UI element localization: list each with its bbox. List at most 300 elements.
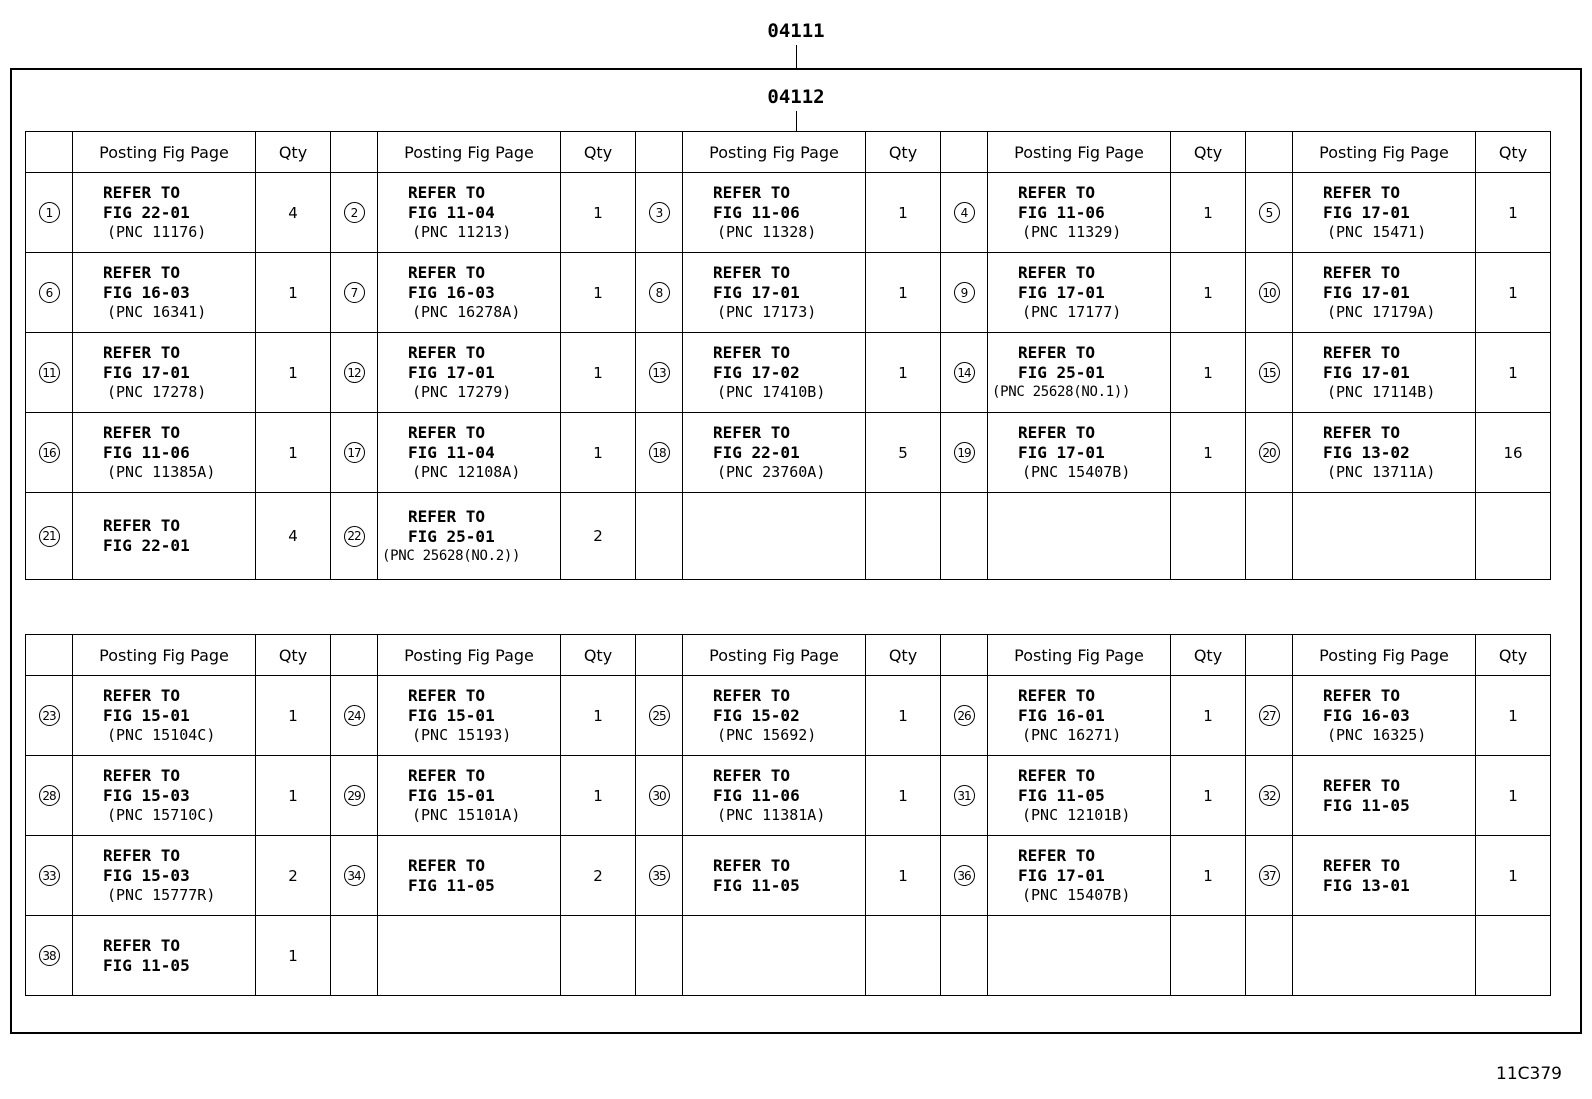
posting-fig-page-cell (988, 916, 1171, 996)
refer-to-label: REFER TO (1018, 343, 1096, 362)
item-number-cell (941, 413, 988, 493)
item-number-cell (331, 916, 378, 996)
item-number-badge: 19 (954, 442, 975, 463)
number-header-cell (26, 635, 73, 676)
table-row (26, 916, 1551, 996)
qty-cell: 1 (256, 676, 331, 756)
fig-reference: FIG 13-02 (1323, 443, 1410, 462)
item-number-badge: 37 (1259, 865, 1280, 886)
pnc-number: (PNC 15407B) (1022, 463, 1131, 481)
refer-to-label: REFER TO (408, 766, 486, 785)
qty-header: Qty (561, 132, 636, 173)
fig-reference: FIG 11-06 (1018, 203, 1105, 222)
fig-reference: FIG 17-02 (713, 363, 800, 382)
fig-reference: FIG 15-03 (103, 786, 190, 805)
refer-to-label: REFER TO (103, 423, 181, 442)
posting-fig-page-cell (1293, 493, 1476, 580)
refer-to-label: REFER TO (103, 516, 181, 535)
qty-cell (1171, 916, 1246, 996)
qty-header: Qty (1476, 635, 1551, 676)
table-row (26, 413, 1551, 493)
posting-fig-page-cell (73, 333, 256, 413)
posting-fig-page-cell (378, 333, 561, 413)
pnc-number: (PNC 15104C) (107, 726, 216, 744)
refer-to-label: REFER TO (103, 183, 181, 202)
item-number-badge: 20 (1259, 442, 1280, 463)
refer-to-label: REFER TO (1018, 686, 1096, 705)
item-number-cell (331, 836, 378, 916)
qty-cell: 1 (866, 173, 941, 253)
refer-to-label: REFER TO (1018, 846, 1096, 865)
posting-fig-page-cell (683, 756, 866, 836)
pnc-number: (PNC 13711A) (1327, 463, 1436, 481)
item-number-badge: 35 (649, 865, 670, 886)
pnc-number: (PNC 25628(NO.2)) (382, 547, 521, 564)
item-number-cell (941, 173, 988, 253)
item-number-cell (636, 676, 683, 756)
qty-cell: 1 (866, 676, 941, 756)
qty-header: Qty (1171, 635, 1246, 676)
pnc-number: (PNC 17410B) (717, 383, 826, 401)
posting-fig-page-cell (378, 916, 561, 996)
posting-fig-page-cell (73, 413, 256, 493)
refer-to-label: REFER TO (713, 183, 791, 202)
item-number-cell (331, 173, 378, 253)
posting-fig-page-cell (73, 836, 256, 916)
table-row (26, 493, 1551, 580)
posting-fig-page-cell (988, 493, 1171, 580)
posting-fig-page-header: Posting Fig Page (378, 132, 561, 173)
item-number-badge: 11 (39, 362, 60, 383)
item-number-cell (331, 493, 378, 580)
item-number-badge: 21 (39, 526, 60, 547)
pnc-number: (PNC 16271) (1022, 726, 1122, 744)
refer-to-label: REFER TO (1323, 855, 1401, 875)
posting-fig-page-cell (988, 333, 1171, 413)
qty-header: Qty (866, 635, 941, 676)
posting-fig-page-cell (73, 173, 256, 253)
fig-reference: FIG 11-05 (1018, 786, 1105, 805)
qty-header: Qty (256, 132, 331, 173)
item-number-badge: 25 (649, 705, 670, 726)
pnc-number: (PNC 15692) (717, 726, 817, 744)
qty-cell (1476, 493, 1551, 580)
pnc-number: (PNC 11176) (107, 223, 207, 241)
table-row (26, 756, 1551, 836)
fig-reference: FIG 15-02 (713, 706, 800, 725)
item-number-cell (636, 493, 683, 580)
refer-to-label: REFER TO (408, 506, 486, 526)
fig-reference: FIG 17-01 (1018, 443, 1105, 462)
fig-reference: FIG 22-01 (103, 203, 190, 222)
fig-reference: FIG 17-01 (1323, 283, 1410, 302)
fig-reference: FIG 25-01 (408, 526, 495, 546)
posting-fig-page-cell (683, 413, 866, 493)
table-row (26, 173, 1551, 253)
posting-fig-page-cell (378, 836, 561, 916)
posting-fig-page-cell (378, 493, 561, 580)
qty-cell: 1 (1171, 836, 1246, 916)
item-number-badge: 12 (344, 362, 365, 383)
pnc-number: (PNC 23760A) (717, 463, 826, 481)
posting-fig-page-cell (378, 253, 561, 333)
fig-reference: FIG 11-06 (103, 443, 190, 462)
item-number-cell (1246, 836, 1293, 916)
item-number-cell (331, 756, 378, 836)
item-number-badge: 22 (344, 526, 365, 547)
refer-to-label: REFER TO (408, 686, 486, 705)
fig-reference: FIG 11-06 (713, 786, 800, 805)
table-row (26, 676, 1551, 756)
pnc-number: (PNC 15710C) (107, 806, 216, 824)
item-number-badge: 14 (954, 362, 975, 383)
item-number-cell (1246, 493, 1293, 580)
qty-cell: 1 (1171, 676, 1246, 756)
item-number-cell (1246, 916, 1293, 996)
fig-reference: FIG 16-01 (1018, 706, 1105, 725)
pnc-number: (PNC 15193) (412, 726, 512, 744)
fig-reference: FIG 15-01 (408, 706, 495, 725)
table-row (26, 836, 1551, 916)
fig-reference: FIG 22-01 (103, 536, 190, 555)
fig-reference: FIG 16-03 (103, 283, 190, 302)
fig-reference: FIG 16-03 (408, 283, 495, 302)
qty-cell: 5 (866, 413, 941, 493)
pnc-number: (PNC 17179A) (1327, 303, 1436, 321)
posting-fig-page-cell (683, 333, 866, 413)
posting-fig-page-header: Posting Fig Page (1293, 132, 1476, 173)
refer-to-label: REFER TO (1323, 183, 1401, 202)
posting-fig-page-cell (73, 756, 256, 836)
item-number-badge: 26 (954, 705, 975, 726)
qty-cell: 1 (866, 253, 941, 333)
posting-fig-page-cell (683, 253, 866, 333)
qty-header: Qty (256, 635, 331, 676)
item-number-badge: 28 (39, 785, 60, 806)
item-number-cell (941, 836, 988, 916)
fig-reference: FIG 17-01 (1018, 866, 1105, 885)
item-number-cell (941, 916, 988, 996)
qty-cell: 1 (866, 756, 941, 836)
qty-cell: 4 (256, 493, 331, 580)
pnc-number: (PNC 12101B) (1022, 806, 1131, 824)
qty-cell: 1 (866, 836, 941, 916)
fig-reference: FIG 17-01 (713, 283, 800, 302)
number-header-cell (331, 635, 378, 676)
item-number-cell (26, 253, 73, 333)
posting-fig-page-cell (988, 756, 1171, 836)
qty-cell: 2 (561, 836, 636, 916)
refer-to-label: REFER TO (1323, 423, 1401, 442)
item-number-cell (331, 413, 378, 493)
item-number-badge: 8 (649, 282, 670, 303)
refer-to-label: REFER TO (1323, 343, 1401, 362)
fig-reference: FIG 15-01 (408, 786, 495, 805)
item-number-badge: 4 (954, 202, 975, 223)
fig-reference: FIG 15-01 (103, 706, 190, 725)
item-number-badge: 15 (1259, 362, 1280, 383)
posting-fig-page-cell (1293, 756, 1476, 836)
posting-fig-page-cell (1293, 676, 1476, 756)
item-number-badge: 29 (344, 785, 365, 806)
qty-cell: 1 (1171, 173, 1246, 253)
item-number-cell (941, 253, 988, 333)
qty-cell: 1 (1476, 333, 1551, 413)
qty-cell: 1 (1476, 836, 1551, 916)
posting-fig-page-cell (683, 676, 866, 756)
posting-fig-page-header: Posting Fig Page (1293, 635, 1476, 676)
item-number-badge: 27 (1259, 705, 1280, 726)
fig-reference: FIG 15-03 (103, 866, 190, 885)
item-number-badge: 1 (39, 202, 60, 223)
item-number-cell (1246, 253, 1293, 333)
item-number-badge: 36 (954, 865, 975, 886)
posting-fig-page-cell (73, 493, 256, 580)
qty-cell: 1 (1476, 756, 1551, 836)
refer-to-label: REFER TO (1018, 423, 1096, 442)
posting-fig-page-cell (683, 493, 866, 580)
posting-fig-page-header: Posting Fig Page (73, 132, 256, 173)
posting-fig-page-cell (988, 253, 1171, 333)
item-number-cell (1246, 173, 1293, 253)
number-header-cell (636, 635, 683, 676)
fig-reference: FIG 16-03 (1323, 706, 1410, 725)
qty-cell: 1 (561, 253, 636, 333)
qty-header: Qty (866, 132, 941, 173)
refer-to-label: REFER TO (103, 686, 181, 705)
fig-reference: FIG 11-04 (408, 203, 495, 222)
posting-fig-page-cell (1293, 333, 1476, 413)
item-number-cell (331, 333, 378, 413)
pnc-number: (PNC 25628(NO.1)) (992, 384, 1131, 400)
item-number-cell (331, 253, 378, 333)
number-header-cell (941, 132, 988, 173)
refer-to-label: REFER TO (103, 935, 181, 955)
posting-fig-page-cell (683, 836, 866, 916)
item-number-cell (636, 413, 683, 493)
callout-leader-line (796, 45, 797, 69)
refer-to-label: REFER TO (103, 846, 181, 865)
refer-to-label: REFER TO (1018, 766, 1096, 785)
posting-fig-page-header: Posting Fig Page (988, 132, 1171, 173)
item-number-cell (1246, 756, 1293, 836)
item-number-cell (1246, 413, 1293, 493)
qty-cell (1171, 493, 1246, 580)
qty-cell: 1 (256, 916, 331, 996)
posting-fig-page-cell (683, 173, 866, 253)
item-number-cell (26, 173, 73, 253)
item-number-badge: 23 (39, 705, 60, 726)
posting-fig-page-cell (988, 173, 1171, 253)
refer-to-label: REFER TO (1323, 686, 1401, 705)
qty-cell: 1 (561, 676, 636, 756)
pnc-number: (PNC 16325) (1327, 726, 1427, 744)
item-number-badge: 13 (649, 362, 670, 383)
posting-fig-page-cell (988, 413, 1171, 493)
qty-cell: 1 (866, 333, 941, 413)
qty-cell (866, 916, 941, 996)
refer-to-label: REFER TO (408, 423, 486, 442)
number-header-cell (636, 132, 683, 173)
posting-fig-page-cell (378, 173, 561, 253)
qty-cell: 1 (1171, 333, 1246, 413)
posting-fig-page-cell (73, 676, 256, 756)
item-number-cell (26, 413, 73, 493)
refer-to-label: REFER TO (713, 423, 791, 442)
item-number-badge: 32 (1259, 785, 1280, 806)
item-number-badge: 30 (649, 785, 670, 806)
qty-cell: 1 (1476, 173, 1551, 253)
item-number-cell (941, 676, 988, 756)
pnc-number: (PNC 16278A) (412, 303, 521, 321)
item-number-cell (636, 756, 683, 836)
fig-reference: FIG 22-01 (713, 443, 800, 462)
qty-header: Qty (561, 635, 636, 676)
item-number-cell (636, 333, 683, 413)
item-number-badge: 31 (954, 785, 975, 806)
qty-cell (561, 916, 636, 996)
qty-cell: 1 (256, 333, 331, 413)
qty-cell: 2 (256, 836, 331, 916)
posting-fig-page-cell (378, 756, 561, 836)
pnc-number: (PNC 11381A) (717, 806, 826, 824)
fig-reference: FIG 17-01 (1323, 203, 1410, 222)
refer-to-label: REFER TO (103, 263, 181, 282)
refer-to-label: REFER TO (408, 343, 486, 362)
item-number-badge: 7 (344, 282, 365, 303)
fig-reference: FIG 11-06 (713, 203, 800, 222)
posting-fig-page-cell (1293, 836, 1476, 916)
pnc-number: (PNC 15471) (1327, 223, 1427, 241)
qty-cell: 16 (1476, 413, 1551, 493)
pnc-number: (PNC 12108A) (412, 463, 521, 481)
refer-to-label: REFER TO (713, 343, 791, 362)
item-number-badge: 24 (344, 705, 365, 726)
posting-fig-page-header: Posting Fig Page (378, 635, 561, 676)
posting-fig-page-cell (1293, 173, 1476, 253)
pnc-number: (PNC 15777R) (107, 886, 216, 904)
posting-fig-page-header: Posting Fig Page (683, 635, 866, 676)
posting-fig-page-cell (988, 676, 1171, 756)
item-number-cell (941, 333, 988, 413)
table-header-row (26, 132, 1551, 173)
table-header-row (26, 635, 1551, 676)
fig-reference: FIG 13-01 (1323, 875, 1410, 895)
qty-cell: 1 (561, 173, 636, 253)
qty-cell: 1 (561, 756, 636, 836)
fig-reference: FIG 11-05 (1323, 795, 1410, 815)
refer-to-label: REFER TO (1323, 263, 1401, 282)
pnc-number: (PNC 11328) (717, 223, 817, 241)
posting-fig-page-cell (73, 253, 256, 333)
item-number-badge: 10 (1259, 282, 1280, 303)
refer-to-label: REFER TO (103, 343, 181, 362)
item-number-badge: 38 (39, 945, 60, 966)
number-header-cell (331, 132, 378, 173)
item-number-cell (636, 253, 683, 333)
refer-to-label: REFER TO (1323, 775, 1401, 795)
item-number-cell (636, 836, 683, 916)
qty-cell (866, 493, 941, 580)
number-header-cell (1246, 635, 1293, 676)
item-number-cell (941, 493, 988, 580)
refer-to-label: REFER TO (103, 766, 181, 785)
item-number-badge: 16 (39, 442, 60, 463)
qty-cell: 1 (561, 413, 636, 493)
item-number-badge: 3 (649, 202, 670, 223)
illustration-code: 11C379 (1496, 1064, 1562, 1084)
item-number-badge: 9 (954, 282, 975, 303)
qty-cell: 1 (256, 253, 331, 333)
qty-cell: 2 (561, 493, 636, 580)
fig-reference: FIG 11-04 (408, 443, 495, 462)
pnc-number: (PNC 17279) (412, 383, 512, 401)
callout-04111: 04111 (767, 20, 825, 42)
item-number-badge: 33 (39, 865, 60, 886)
pnc-number: (PNC 17177) (1022, 303, 1122, 321)
qty-cell: 1 (1171, 756, 1246, 836)
posting-fig-page-header: Posting Fig Page (73, 635, 256, 676)
item-number-cell (636, 916, 683, 996)
pnc-number: (PNC 17278) (107, 383, 207, 401)
refer-to-label: REFER TO (408, 183, 486, 202)
fig-reference: FIG 17-01 (1018, 283, 1105, 302)
refer-to-label: REFER TO (1018, 183, 1096, 202)
pnc-number: (PNC 17114B) (1327, 383, 1436, 401)
refer-to-label: REFER TO (713, 686, 791, 705)
posting-fig-page-cell (378, 676, 561, 756)
fig-reference: FIG 17-01 (408, 363, 495, 382)
posting-fig-page-cell (378, 413, 561, 493)
refer-to-label: REFER TO (713, 855, 791, 875)
number-header-cell (941, 635, 988, 676)
item-number-cell (636, 173, 683, 253)
refer-to-label: REFER TO (713, 766, 791, 785)
item-number-badge: 5 (1259, 202, 1280, 223)
qty-header: Qty (1476, 132, 1551, 173)
qty-cell (1476, 916, 1551, 996)
pnc-number: (PNC 17173) (717, 303, 817, 321)
qty-cell: 1 (256, 756, 331, 836)
posting-fig-page-cell (683, 916, 866, 996)
table-row (26, 253, 1551, 333)
item-number-cell (26, 756, 73, 836)
qty-cell: 1 (256, 413, 331, 493)
parts-reference-table-2 (25, 634, 1551, 996)
pnc-number: (PNC 15407B) (1022, 886, 1131, 904)
qty-cell: 1 (1476, 676, 1551, 756)
table-row (26, 333, 1551, 413)
callout-leader-line (796, 111, 797, 132)
qty-cell: 1 (1476, 253, 1551, 333)
item-number-cell (26, 333, 73, 413)
posting-fig-page-cell (1293, 413, 1476, 493)
pnc-number: (PNC 11329) (1022, 223, 1122, 241)
pnc-number: (PNC 15101A) (412, 806, 521, 824)
qty-cell: 1 (1171, 253, 1246, 333)
qty-header: Qty (1171, 132, 1246, 173)
parts-reference-table-1 (25, 131, 1551, 580)
fig-reference: FIG 25-01 (1018, 363, 1105, 382)
item-number-cell (1246, 676, 1293, 756)
pnc-number: (PNC 16341) (107, 303, 207, 321)
fig-reference: FIG 11-05 (713, 875, 800, 895)
fig-reference: FIG 17-01 (103, 363, 190, 382)
posting-fig-page-cell (988, 836, 1171, 916)
pnc-number: (PNC 11385A) (107, 463, 216, 481)
refer-to-label: REFER TO (408, 855, 486, 875)
refer-to-label: REFER TO (713, 263, 791, 282)
